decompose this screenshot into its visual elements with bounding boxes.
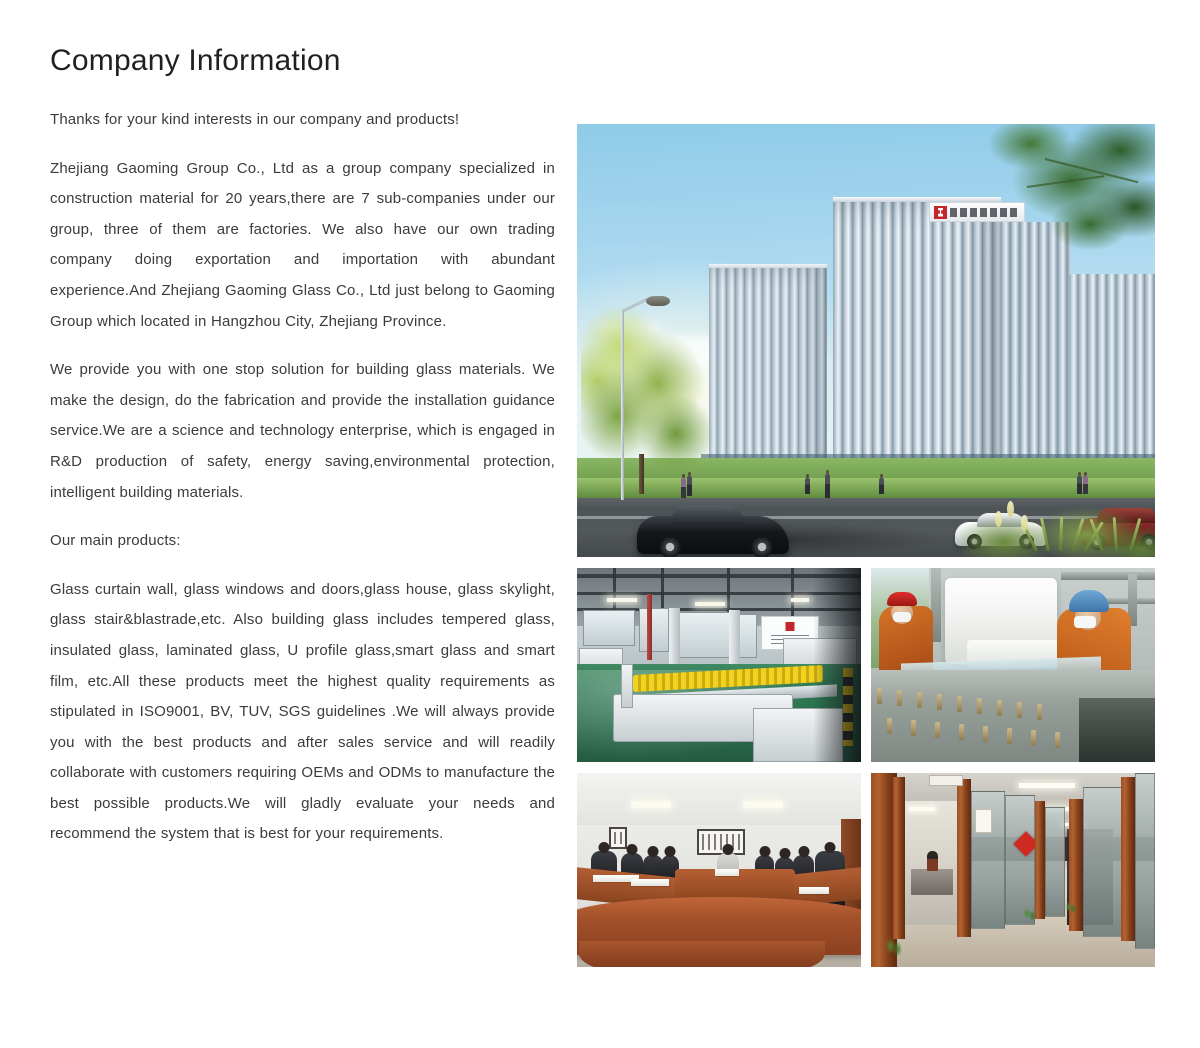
- street-lamp-pole: [621, 310, 624, 500]
- paragraph-greeting: Thanks for your kind interests in our company and products!: [50, 111, 460, 128]
- picture-artwork: [614, 832, 622, 844]
- paragraph-group-profile: Zhejiang Gaoming Group Co., Ltd as a group company specialized in construction material for 20 years,there are 7 sub-companies under our group, three of them are factories. We also have our own trading company doing exportation and importation with abundant experience.And Zhejiang Gaoming Glass Co., Ltd just belong to Gaoming Group which located in Hangzhou City, Zhejiang Province.: [50, 159, 555, 330]
- glass-partition: [1045, 807, 1065, 917]
- machine-post: [621, 664, 633, 708]
- potted-plant: [1023, 907, 1037, 923]
- conveyor-roller: [959, 724, 964, 740]
- door-frame: [893, 777, 905, 939]
- pedestrian: [681, 478, 686, 498]
- potted-plant: [885, 937, 903, 959]
- workshop-window: [639, 608, 669, 652]
- conveyor-roller: [917, 692, 922, 708]
- ceiling-light: [743, 801, 783, 808]
- pedestrian: [879, 478, 884, 494]
- gallery-row-bottom: [577, 773, 1155, 967]
- tree-foreground-left: [581, 304, 713, 484]
- door-frame: [957, 779, 971, 937]
- pedestrian: [805, 478, 810, 494]
- red-cap: [887, 592, 917, 606]
- workshop-pillar: [729, 610, 740, 672]
- car-black-coupe: [637, 516, 789, 554]
- conveyor-roller: [937, 694, 942, 710]
- conference-table-front-panel: [579, 941, 825, 967]
- office-ceiling-light: [909, 807, 935, 811]
- company-photo-gallery: [577, 124, 1155, 967]
- conveyor-roller: [977, 698, 982, 714]
- posted-notice: [975, 809, 992, 833]
- paragraph-products-heading: Our main products:: [50, 532, 181, 550]
- street-lamp-head: [646, 296, 670, 306]
- gaoming-logo-icon: [934, 206, 947, 219]
- ceiling-light: [631, 801, 671, 808]
- flower-bloom: [1007, 501, 1014, 517]
- conveyor-roller: [1017, 702, 1022, 718]
- flower-bloom: [995, 511, 1002, 527]
- overhead-rail: [1061, 572, 1155, 580]
- meeting-papers: [631, 879, 669, 886]
- wood-column: [1121, 777, 1135, 941]
- pedestrian: [687, 476, 692, 496]
- conveyor-roller: [897, 690, 902, 706]
- glass-partition: [1083, 787, 1123, 937]
- pedestrian: [825, 474, 830, 498]
- page-title: Company Information: [50, 44, 341, 77]
- conveyor-roller: [957, 696, 962, 712]
- glass-partition: [1005, 795, 1035, 925]
- photo-office-corridor: [871, 773, 1155, 967]
- conveyor-roller: [911, 720, 916, 736]
- tree-foliage-top-right: [975, 124, 1155, 288]
- face-mask: [893, 612, 911, 622]
- flower-bloom: [1021, 515, 1028, 531]
- workshop-window: [583, 610, 635, 646]
- workshop-red-column: [647, 594, 652, 660]
- workshop-pillar: [669, 608, 680, 670]
- shadowed-area: [813, 568, 861, 762]
- face-mask: [1074, 616, 1096, 628]
- framed-picture: [609, 827, 627, 849]
- photo-glass-production-workshop: [577, 568, 861, 762]
- meeting-room-ceiling: [577, 773, 861, 825]
- calligraphy-artwork: [702, 834, 740, 850]
- ceiling-light: [1019, 783, 1075, 788]
- gaoming-logo-icon: [786, 622, 795, 631]
- paragraph-product-list: Glass curtain wall, glass windows and doors,glass house, glass skylight, glass stair&blastrade,etc. Also building glass includes tempered glass, insulated glass, laminated glass, U profile glass,smart glass and smart film, etc.All these products meet the highest quality requirements as stipulated in ISO9001, BV, TUV, SGS guidelines .We will always provide you with the best products and after sales service and will readily collaborate with customers requiring OEMs and ODMs to manufacture the best possible products.We will gladly evaluate your needs and recommend the system that is best for your requirements.: [50, 580, 555, 843]
- workshop-ceiling-light: [791, 598, 809, 602]
- workshop-ceiling-light: [695, 602, 725, 606]
- conveyor-roller: [997, 700, 1002, 716]
- gallery-row-top: [577, 568, 1155, 762]
- conveyor-roller: [1055, 732, 1060, 748]
- conveyor-roller: [935, 722, 940, 738]
- photo-company-headquarters-building: [577, 124, 1155, 557]
- car-wheel: [659, 536, 681, 557]
- office-staff: [927, 851, 938, 871]
- glass-partition: [1135, 773, 1155, 949]
- tree-trunk: [639, 454, 644, 494]
- conveyor-roller: [1007, 728, 1012, 744]
- meeting-papers: [799, 887, 829, 894]
- meeting-papers: [715, 869, 739, 876]
- content-text-column: [50, 44, 555, 850]
- workshop-window: [675, 612, 731, 658]
- photo-company-meeting-room: [577, 773, 861, 967]
- shadowed-floor: [1079, 698, 1155, 762]
- conveyor-roller: [877, 688, 882, 704]
- reception-desk: [911, 869, 953, 895]
- conveyor-roller: [1031, 730, 1036, 746]
- potted-plant: [1065, 901, 1077, 915]
- conveyor-roller: [983, 726, 988, 742]
- paragraph-services: We provide you with one stop solution for building glass materials. We make the design, do the fabrication and provide the installation guidance service.We are a science and technology enterprise, which is engaged in R&D production of safety, energy saving,environmental protection, intelligent building materials.: [50, 361, 555, 501]
- car-wheel: [751, 536, 773, 557]
- room-nameplate: [929, 775, 963, 786]
- conveyor-roller: [1037, 704, 1042, 720]
- workshop-ceiling-light: [607, 598, 637, 602]
- conveyor-roller: [887, 718, 892, 734]
- wood-column: [1035, 801, 1045, 919]
- framed-calligraphy: [697, 829, 745, 855]
- photo-laminated-glass-workers: [871, 568, 1155, 762]
